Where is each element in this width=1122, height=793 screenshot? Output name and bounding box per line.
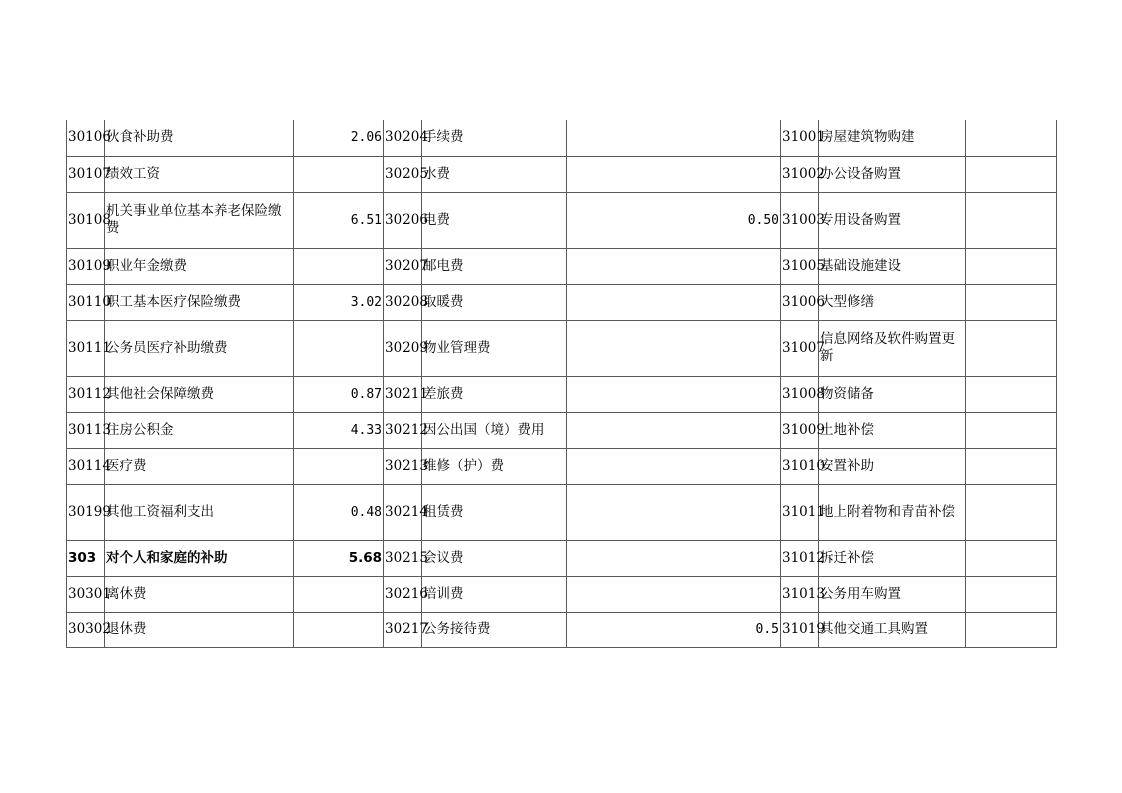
table-row — [67, 612, 1057, 647]
name-cell: 水费 — [422, 156, 567, 192]
code-cell: 30301 — [67, 576, 105, 612]
code-cell: 31012 — [781, 540, 819, 576]
name-cell: 办公设备购置 — [819, 156, 966, 192]
name-cell: 因公出国（境）费用 — [422, 412, 567, 448]
amount-cell — [294, 320, 384, 376]
amount-cell — [966, 120, 1057, 156]
name-cell: 离休费 — [105, 576, 294, 612]
name-cell: 房屋建筑物购建 — [819, 120, 966, 156]
category-name-cell: 对个人和家庭的补助 — [105, 540, 294, 576]
name-cell: 物业管理费 — [422, 320, 567, 376]
code-cell: 30204 — [384, 120, 422, 156]
table-row — [67, 320, 1057, 376]
code-cell: 30302 — [67, 612, 105, 647]
amount-cell: 0.5 — [567, 612, 781, 647]
name-cell: 物资储备 — [819, 376, 966, 412]
amount-cell — [294, 248, 384, 284]
code-cell: 30215 — [384, 540, 422, 576]
code-cell: 30216 — [384, 576, 422, 612]
code-cell: 30205 — [384, 156, 422, 192]
code-cell: 30111 — [67, 320, 105, 376]
amount-cell — [966, 576, 1057, 612]
name-cell: 医疗费 — [105, 448, 294, 484]
category-amount-cell: 5.68 — [294, 540, 384, 576]
budget-expenditure-table — [66, 120, 1057, 648]
name-cell: 其他工资福利支出 — [105, 484, 294, 540]
amount-cell — [294, 576, 384, 612]
amount-cell — [567, 284, 781, 320]
amount-cell — [567, 576, 781, 612]
amount-cell — [567, 540, 781, 576]
name-cell: 公务员医疗补助缴费 — [105, 320, 294, 376]
name-cell: 伙食补助费 — [105, 120, 294, 156]
table-row — [67, 248, 1057, 284]
amount-cell — [966, 412, 1057, 448]
table-row — [67, 576, 1057, 612]
code-cell: 31005 — [781, 248, 819, 284]
name-cell: 取暖费 — [422, 284, 567, 320]
category-code-cell: 303 — [67, 540, 105, 576]
name-cell: 租赁费 — [422, 484, 567, 540]
name-cell: 会议费 — [422, 540, 567, 576]
table-row — [67, 120, 1057, 156]
amount-cell — [966, 284, 1057, 320]
amount-cell: 0.87 — [294, 376, 384, 412]
name-cell: 拆迁补偿 — [819, 540, 966, 576]
table-row — [67, 448, 1057, 484]
name-cell: 大型修缮 — [819, 284, 966, 320]
code-cell: 30211 — [384, 376, 422, 412]
name-cell: 职业年金缴费 — [105, 248, 294, 284]
code-cell: 30113 — [67, 412, 105, 448]
code-cell: 30114 — [67, 448, 105, 484]
table-row — [67, 412, 1057, 448]
code-cell: 31002 — [781, 156, 819, 192]
code-cell: 30214 — [384, 484, 422, 540]
amount-cell — [294, 156, 384, 192]
code-cell: 31011 — [781, 484, 819, 540]
name-cell: 绩效工资 — [105, 156, 294, 192]
name-cell: 土地补偿 — [819, 412, 966, 448]
name-cell: 信息网络及软件购置更新 — [819, 320, 966, 376]
table-row — [67, 540, 1057, 576]
amount-cell — [567, 412, 781, 448]
code-cell: 31013 — [781, 576, 819, 612]
code-cell: 31006 — [781, 284, 819, 320]
name-cell: 基础设施建设 — [819, 248, 966, 284]
name-cell: 职工基本医疗保险缴费 — [105, 284, 294, 320]
code-cell: 30217 — [384, 612, 422, 647]
name-cell: 地上附着物和青苗补偿 — [819, 484, 966, 540]
code-cell: 30112 — [67, 376, 105, 412]
name-cell: 其他交通工具购置 — [819, 612, 966, 647]
name-cell: 公务接待费 — [422, 612, 567, 647]
amount-cell: 0.48 — [294, 484, 384, 540]
amount-cell: 4.33 — [294, 412, 384, 448]
code-cell: 31001 — [781, 120, 819, 156]
amount-cell: 3.02 — [294, 284, 384, 320]
name-cell: 电费 — [422, 192, 567, 248]
code-cell: 31007 — [781, 320, 819, 376]
amount-cell — [966, 540, 1057, 576]
amount-cell — [966, 376, 1057, 412]
amount-cell — [966, 156, 1057, 192]
amount-cell — [294, 448, 384, 484]
amount-cell — [567, 120, 781, 156]
table-row — [67, 192, 1057, 248]
name-cell: 维修（护）费 — [422, 448, 567, 484]
table-row — [67, 484, 1057, 540]
table-row — [67, 284, 1057, 320]
code-cell: 31010 — [781, 448, 819, 484]
code-cell: 30109 — [67, 248, 105, 284]
name-cell: 公务用车购置 — [819, 576, 966, 612]
code-cell: 31009 — [781, 412, 819, 448]
code-cell: 30110 — [67, 284, 105, 320]
amount-cell — [294, 612, 384, 647]
amount-cell — [567, 156, 781, 192]
code-cell: 30208 — [384, 284, 422, 320]
code-cell: 30199 — [67, 484, 105, 540]
name-cell: 其他社会保障缴费 — [105, 376, 294, 412]
code-cell: 30206 — [384, 192, 422, 248]
code-cell: 30107 — [67, 156, 105, 192]
code-cell: 30108 — [67, 192, 105, 248]
amount-cell — [966, 612, 1057, 647]
amount-cell: 6.51 — [294, 192, 384, 248]
amount-cell — [567, 248, 781, 284]
code-cell: 31008 — [781, 376, 819, 412]
amount-cell — [966, 320, 1057, 376]
code-cell: 31019 — [781, 612, 819, 647]
amount-cell — [966, 448, 1057, 484]
name-cell: 手续费 — [422, 120, 567, 156]
amount-cell: 2.06 — [294, 120, 384, 156]
code-cell: 30212 — [384, 412, 422, 448]
name-cell: 退休费 — [105, 612, 294, 647]
name-cell: 培训费 — [422, 576, 567, 612]
amount-cell — [567, 448, 781, 484]
amount-cell: 0.50 — [567, 192, 781, 248]
name-cell: 住房公积金 — [105, 412, 294, 448]
amount-cell — [966, 484, 1057, 540]
amount-cell — [966, 248, 1057, 284]
name-cell: 邮电费 — [422, 248, 567, 284]
amount-cell — [966, 192, 1057, 248]
table-row — [67, 376, 1057, 412]
name-cell: 专用设备购置 — [819, 192, 966, 248]
amount-cell — [567, 320, 781, 376]
code-cell: 30207 — [384, 248, 422, 284]
code-cell: 30106 — [67, 120, 105, 156]
table-row — [67, 156, 1057, 192]
name-cell: 机关事业单位基本养老保险缴费 — [105, 192, 294, 248]
name-cell: 安置补助 — [819, 448, 966, 484]
code-cell: 30209 — [384, 320, 422, 376]
code-cell: 31003 — [781, 192, 819, 248]
amount-cell — [567, 484, 781, 540]
amount-cell — [567, 376, 781, 412]
code-cell: 30213 — [384, 448, 422, 484]
name-cell: 差旅费 — [422, 376, 567, 412]
